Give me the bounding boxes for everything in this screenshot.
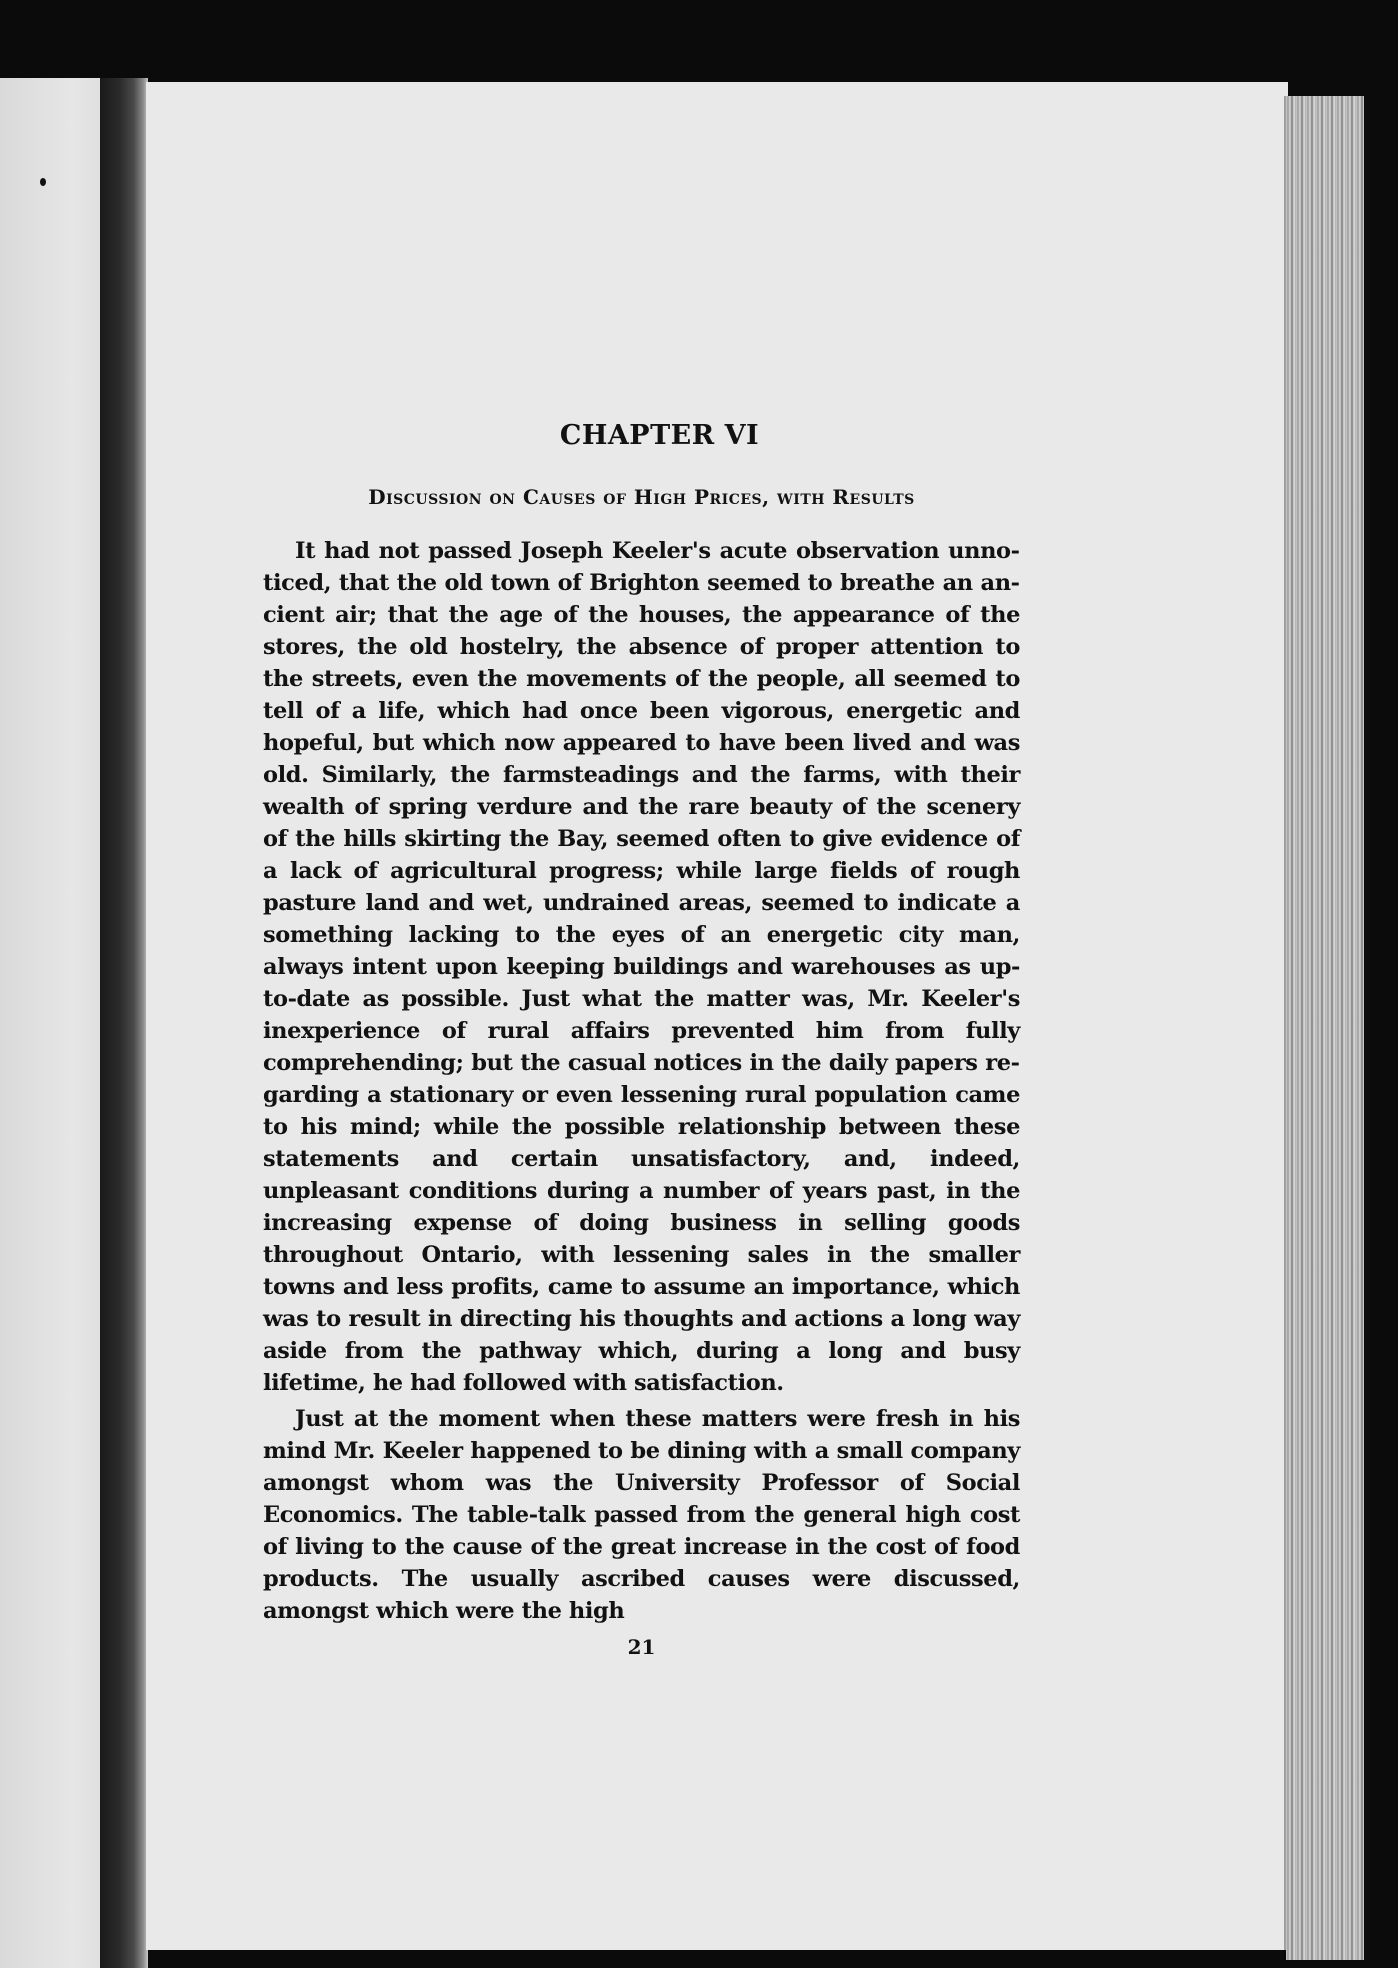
- book-gutter: [100, 78, 148, 1968]
- paragraph-1: It had not passed Joseph Keeler's acute observation unnoticed, that the old town of Brighton seemed to breathe an ancient air; that the age of the houses, the appearance of the stores, the old hostelry, the absence of proper attention to the streets, even the movements of the people, all seemed to tell of a life, which had once been vigorous, energetic and hopeful, but which now appeared to have been lived and was old. Similarly, the farmsteadings and the farms, with their wealth of spring verdure and the rare beauty of the scenery of the hills skirting the Bay, seemed often to give evidence of a lack of agricultural progress; while large fields of rough pasture land and wet, undrained areas, seemed to indicate a something lacking to the eyes of an energetic city man, always intent upon keeping buildings and warehouses as up-to-date as possible. Just what the matter was, Mr. Keeler's inexperience of rural affairs prevented him from fully comprehending; but the casual notices in the daily papers regarding a stationary or even lessening rural population came to his mind; while the possible relationship between these statements and certain unsatisfactory, and, indeed, unpleasant conditions during a number of years past, in the increasing expense of doing business in selling goods throughout Ontario, with lessening sales in the smaller towns and less profits, came to assume an importance, which was to result in directing his thoughts and actions a long way aside from the pathway which, during a long and busy lifetime, he had followed with satisfaction.: [263, 538, 1020, 1396]
- paragraph-2: Just at the moment when these matters were fresh in his mind Mr. Keeler happened to be dining with a small company amongst whom was the University Professor of Social Economics. The table-talk passed from the general high cost of living to the cause of the great increase in the cost of food products. The usually ascribed causes were discussed, amongst which were the high: [263, 1406, 1020, 1624]
- chapter-subtitle: Discussion on Causes of High Prices, with Results: [368, 485, 915, 509]
- scan-speck: [40, 178, 46, 186]
- chapter-title: CHAPTER VI: [559, 420, 760, 451]
- page-text: [263, 420, 1020, 1659]
- page-stack-edge: [1286, 96, 1364, 1960]
- page-number: 21: [627, 1635, 656, 1659]
